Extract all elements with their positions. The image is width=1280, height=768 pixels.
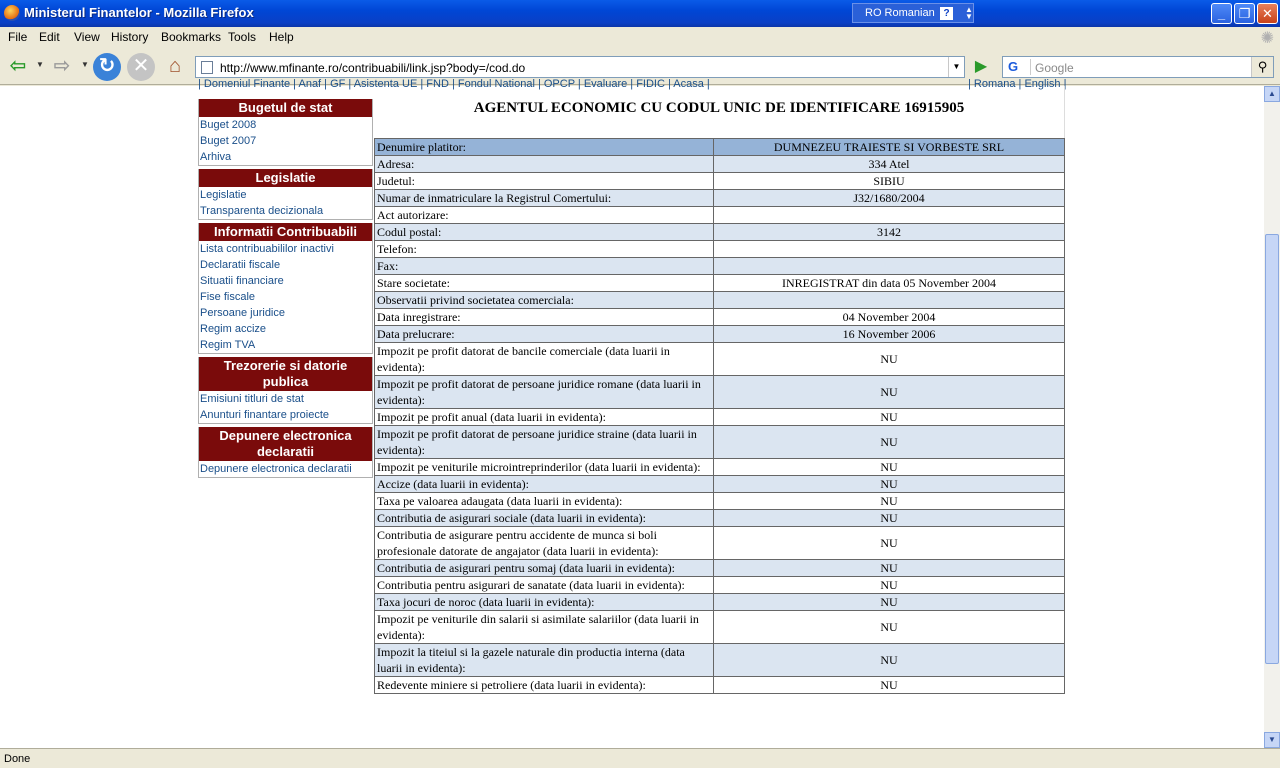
field-value: NU [714,343,1065,376]
field-label: Impozit pe veniturile microintreprinderilor (data luarii in evidenta): [375,459,714,476]
field-label: Denumire platitor: [375,139,714,156]
throbber-icon: ✺ [1260,30,1274,47]
field-label: Numar de inmatriculare la Registrul Comertului: [375,190,714,207]
menu-file[interactable]: File [8,30,28,44]
field-label: Impozit pe veniturile din salarii si asimilate salariilor (data luarii in evidenta): [375,611,714,644]
menu-bookmarks[interactable]: Bookmarks [161,30,222,44]
language-label: RO Romanian [865,7,935,19]
scroll-up-icon[interactable]: ▲ [1264,86,1280,102]
forward-icon[interactable]: ⇨ [53,55,71,77]
sidebar-box [198,427,373,478]
table-row [375,207,1065,224]
sidebar-link[interactable]: Lista contribuabililor inactivi [200,243,334,255]
sidebar-box-header: Trezorerie si datorie publica [199,357,372,391]
sidebar-link[interactable]: Buget 2007 [200,135,257,147]
table-row [375,326,1065,343]
field-value: NU [714,677,1065,694]
url-text[interactable]: http://www.mfinante.ro/contribuabili/link.jsp?body=/cod.do [220,61,526,75]
field-label: Telefon: [375,241,714,258]
field-label: Impozit pe profit anual (data luarii in evidenta): [375,409,714,426]
scroll-down-icon[interactable]: ▼ [1264,732,1280,748]
field-value: NU [714,527,1065,560]
table-row [375,409,1065,426]
field-label: Data inregistrare: [375,309,714,326]
window-title: Ministerul Finantelor - Mozilla Firefox [24,5,254,20]
field-value: 3142 [714,224,1065,241]
table-row [375,644,1065,677]
help-icon[interactable]: ? [940,7,953,20]
menu-view[interactable]: View [74,30,100,44]
field-label: Codul postal: [375,224,714,241]
table-row [375,224,1065,241]
page-title: AGENTUL ECONOMIC CU CODUL UNIC DE IDENTIFICARE 16915905 [473,100,965,116]
field-label: Act autorizare: [375,207,714,224]
vertical-scrollbar[interactable] [1264,86,1280,748]
sidebar-link[interactable]: Emisiuni titluri de stat [200,393,304,405]
minimize-button[interactable]: _ [1211,3,1232,24]
table-row [375,173,1065,190]
field-value: NU [714,459,1065,476]
language-arrows-icon[interactable]: ▲ ▼ [965,5,973,21]
field-label: Taxa jocuri de noroc (data luarii in evidenta): [375,594,714,611]
page-content [0,78,1264,748]
field-label: Impozit pe profit datorat de bancile comerciale (data luarii in evidenta): [375,343,714,376]
sidebar-box-header: Informatii Contribuabili [199,223,372,241]
table-row [375,376,1065,409]
table-row [375,309,1065,326]
sidebar-link[interactable]: Depunere electronica declaratii [200,463,352,475]
sidebar-box [198,357,373,424]
sidebar-box-header: Bugetul de stat [199,99,372,117]
field-value: 334 Atel [714,156,1065,173]
field-label: Redevente miniere si petroliere (data luarii in evidenta): [375,677,714,694]
field-value [714,258,1065,275]
field-value: SIBIU [714,173,1065,190]
search-engine-icon[interactable]: G [1005,59,1031,75]
field-label: Accize (data luarii in evidenta): [375,476,714,493]
language-links[interactable]: | Romana | English | [968,78,1067,90]
field-value [714,241,1065,258]
field-value: NU [714,493,1065,510]
field-value [714,207,1065,224]
sidebar-link[interactable]: Transparenta decizionala [200,205,324,217]
field-label: Adresa: [375,156,714,173]
field-value [714,292,1065,309]
sidebar-link[interactable]: Situatii financiare [200,275,284,287]
stop-icon[interactable]: ✕ [127,53,155,81]
field-label: Impozit la titeiul si la gazele naturale din productia interna (data luarii in evidenta): [375,644,714,677]
sidebar-link[interactable]: Regim accize [200,323,267,335]
field-value: NU [714,577,1065,594]
field-label: Fax: [375,258,714,275]
go-icon[interactable]: ▶ [974,58,988,75]
field-value: NU [714,644,1065,677]
sidebar-link[interactable]: Regim TVA [200,339,256,351]
field-label: Contributia pentru asigurari de sanatate (data luarii in evidenta): [375,577,714,594]
table-row [375,560,1065,577]
sidebar-box-header: Legislatie [199,169,372,187]
menu-history[interactable]: History [111,30,149,44]
field-label: Data prelucrare: [375,326,714,343]
reload-icon[interactable]: ↻ [93,53,121,81]
top-nav-links[interactable]: | Domeniul Finante | Anaf | GF | Asistenta UE | FND | Fondul National | OPCP | Evaluare | FIDIC | Acasa | [198,78,710,90]
table-row [375,292,1065,309]
status-text: Done [4,753,31,765]
field-label: Impozit pe profit datorat de persoane juridice straine (data luarii in evidenta): [375,426,714,459]
table-row [375,510,1065,527]
search-bar[interactable] [1002,56,1274,78]
field-value: NU [714,409,1065,426]
field-value: NU [714,594,1065,611]
search-placeholder[interactable]: Google [1035,61,1074,75]
maximize-button[interactable]: ❐ [1234,3,1255,24]
field-label: Impozit pe profit datorat de persoane juridice romane (data luarii in evidenta): [375,376,714,409]
field-value: NU [714,476,1065,493]
field-label: Judetul: [375,173,714,190]
table-row [375,577,1065,594]
table-row [375,527,1065,560]
home-icon[interactable]: ⌂ [168,55,182,77]
menu-edit[interactable]: Edit [39,30,60,44]
sidebar-box [198,169,373,220]
sidebar-box-header: Depunere electronica declaratii [199,427,372,461]
table-row [375,476,1065,493]
field-label: Stare societate: [375,275,714,292]
title-bar [0,0,1280,27]
field-value: NU [714,560,1065,577]
table-row [375,611,1065,644]
table-row [375,594,1065,611]
field-value: 04 November 2004 [714,309,1065,326]
language-indicator[interactable] [852,3,974,23]
sidebar-link[interactable]: Arhiva [200,151,232,163]
scroll-thumb[interactable] [1265,234,1279,664]
field-label: Contributia de asigurare pentru accidente de munca si boli profesionale datorate de angajator (data luarii in evidenta): [375,527,714,560]
field-label: Contributia de asigurari pentru somaj (data luarii in evidenta): [375,560,714,577]
sidebar [198,99,373,481]
sidebar-link[interactable]: Fise fiscale [200,291,256,303]
field-value: J32/1680/2004 [714,190,1065,207]
field-value: INREGISTRAT din data 05 November 2004 [714,275,1065,292]
sidebar-link[interactable]: Buget 2008 [200,119,257,131]
menu-bar [0,27,1280,48]
table-row [375,241,1065,258]
forward-history-dropdown-icon[interactable]: ▼ [81,60,89,69]
field-label: Taxa pe valoarea adaugata (data luarii in evidenta): [375,493,714,510]
field-value: NU [714,426,1065,459]
table-row [375,426,1065,459]
table-row [375,156,1065,173]
table-row [375,677,1065,694]
close-button[interactable]: ✕ [1257,3,1278,24]
table-row [375,459,1065,476]
field-value: NU [714,510,1065,527]
page-icon [201,61,213,74]
firefox-icon [4,5,20,21]
field-label: Observatii privind societatea comerciala: [375,292,714,309]
menu-tools[interactable]: Tools [228,30,257,44]
url-bar[interactable] [195,56,965,78]
status-bar [0,748,1280,768]
table-row [375,190,1065,207]
table-row [375,139,1065,156]
sidebar-link[interactable]: Anunturi finantare proiecte [200,409,330,421]
back-history-dropdown-icon[interactable]: ▼ [36,60,44,69]
field-value: 16 November 2006 [714,326,1065,343]
search-icon[interactable]: ⚲ [1251,57,1273,77]
table-row [375,258,1065,275]
sidebar-box [198,223,373,354]
sidebar-link[interactable]: Persoane juridice [200,307,285,319]
back-icon[interactable]: ⇦ [9,55,27,77]
sidebar-link[interactable]: Legislatie [200,189,247,201]
field-label: Contributia de asigurari sociale (data luarii in evidenta): [375,510,714,527]
company-info-table [374,138,1065,694]
sidebar-box [198,99,373,166]
url-dropdown-icon[interactable]: ▼ [948,57,964,77]
field-value: DUMNEZEU TRAIESTE SI VORBESTE SRL [714,139,1065,156]
field-value: NU [714,611,1065,644]
field-value: NU [714,376,1065,409]
table-row [375,275,1065,292]
table-row [375,493,1065,510]
menu-help[interactable]: Help [269,30,294,44]
sidebar-link[interactable]: Declaratii fiscale [200,259,281,271]
table-row [375,343,1065,376]
